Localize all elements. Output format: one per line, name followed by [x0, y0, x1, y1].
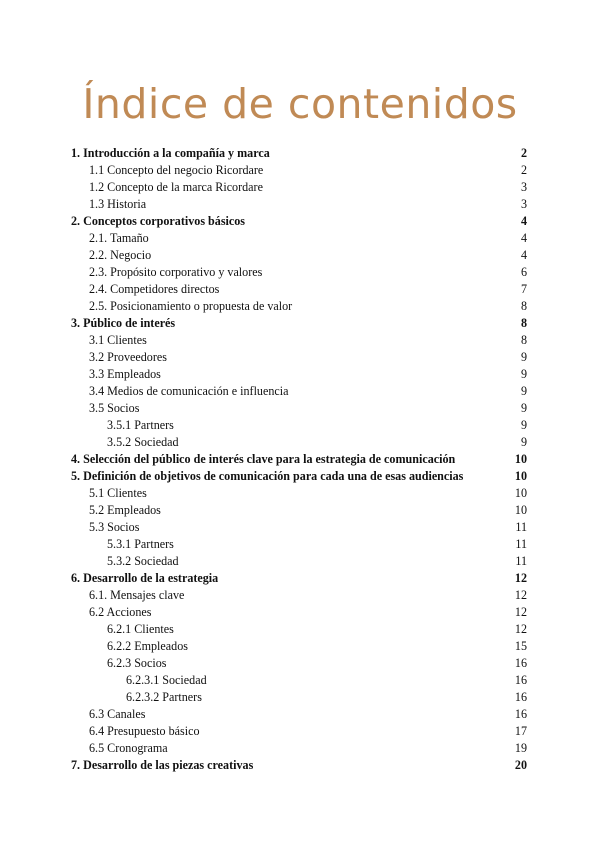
toc-entry-page-number: 16: [514, 656, 527, 670]
page-title: Índice de contenidos: [82, 80, 518, 128]
toc-entry-page-number: 11: [515, 537, 527, 551]
toc-entry-page-number: 20: [514, 758, 527, 772]
toc-entry-page-number: 9: [520, 435, 527, 449]
toc-entry-page-number: 4: [520, 231, 527, 245]
toc-entry-label: 3. Público de interés: [71, 316, 176, 330]
toc-entry[interactable]: [71, 162, 527, 179]
toc-entry-label: 6.2.3.2 Partners: [126, 690, 202, 704]
toc-entry[interactable]: [71, 519, 527, 536]
toc-entry-page-number: 4: [520, 248, 527, 262]
toc-entry-label: 6.4 Presupuesto básico: [89, 724, 200, 738]
toc-entry[interactable]: [71, 740, 527, 757]
toc-entry[interactable]: [71, 553, 527, 570]
toc-entry[interactable]: [71, 570, 527, 587]
toc-entry-label: 5. Definición de objetivos de comunicación para cada una de esas audiencias: [71, 469, 464, 483]
toc-entry-label: 3.3 Empleados: [89, 367, 161, 381]
toc-entry-page-number: 4: [520, 214, 527, 228]
toc-entry-label: 5.2 Empleados: [89, 503, 161, 517]
toc-entry-page-number: 16: [514, 673, 527, 687]
toc-entry[interactable]: [71, 723, 527, 740]
toc-entry-label: 1.1 Concepto del negocio Ricordare: [89, 163, 264, 177]
toc-entry-page-number: 8: [520, 299, 527, 313]
toc-entry[interactable]: [71, 485, 527, 502]
toc-entry-label: 2.1. Tamaño: [89, 231, 149, 245]
toc-entry-label: 2.5. Posicionamiento o propuesta de valor: [89, 299, 293, 313]
toc-entry[interactable]: [71, 247, 527, 264]
toc-entry[interactable]: [71, 672, 527, 689]
toc-entry-label: 6.2 Acciones: [89, 605, 152, 619]
toc-entry-label: 6.1. Mensajes clave: [89, 588, 185, 602]
toc-entry[interactable]: [71, 383, 527, 400]
toc-entry[interactable]: [71, 349, 527, 366]
toc-entry-page-number: 3: [520, 180, 527, 194]
toc-entry[interactable]: [71, 230, 527, 247]
toc-entry-label: 3.5 Socios: [89, 401, 140, 415]
toc-entry[interactable]: [71, 332, 527, 349]
toc-entry[interactable]: [71, 621, 527, 638]
toc-entry-label: 2. Conceptos corporativos básicos: [71, 214, 246, 228]
toc-entry[interactable]: [71, 757, 527, 774]
toc-entry-page-number: 8: [520, 316, 527, 330]
toc-entry-label: 6.5 Cronograma: [89, 741, 168, 755]
toc-entry-page-number: 6: [520, 265, 527, 279]
toc-entry[interactable]: [71, 451, 527, 468]
toc-entry[interactable]: [71, 468, 527, 485]
toc-entry-page-number: 9: [520, 350, 527, 364]
toc-entry-page-number: 10: [514, 503, 527, 517]
toc-entry-page-number: 17: [514, 724, 527, 738]
toc-entry-label: 4. Selección del público de interés clave para la estrategia de comunicación: [71, 452, 456, 466]
toc-entry-label: 5.3.1 Partners: [107, 537, 174, 551]
toc-entry-label: 1. Introducción a la compañía y marca: [71, 146, 270, 160]
toc-entry[interactable]: [71, 536, 527, 553]
toc-entry-page-number: 16: [514, 707, 527, 721]
toc-entry[interactable]: [71, 689, 527, 706]
toc-entry[interactable]: [71, 400, 527, 417]
toc-entry-label: 1.3 Historia: [89, 197, 147, 211]
toc-entry-page-number: 19: [514, 741, 527, 755]
toc-entry-page-number: 2: [520, 146, 527, 160]
toc-entry-page-number: 15: [514, 639, 527, 653]
toc-entry[interactable]: [71, 417, 527, 434]
table-of-contents: [71, 145, 527, 774]
toc-entry-label: 7. Desarrollo de las piezas creativas: [71, 758, 254, 772]
toc-entry-page-number: 9: [520, 418, 527, 432]
toc-entry-page-number: 3: [520, 197, 527, 211]
toc-entry-label: 2.2. Negocio: [89, 248, 152, 262]
toc-entry[interactable]: [71, 638, 527, 655]
toc-entry-label: 3.2 Proveedores: [89, 350, 167, 364]
toc-entry-page-number: 11: [515, 554, 527, 568]
toc-entry-label: 2.3. Propósito corporativo y valores: [89, 265, 263, 279]
toc-entry-page-number: 10: [514, 452, 527, 466]
toc-entry-label: 3.4 Medios de comunicación e influencia: [89, 384, 289, 398]
toc-entry-label: 2.4. Competidores directos: [89, 282, 220, 296]
toc-entry-label: 3.1 Clientes: [89, 333, 147, 347]
toc-entry[interactable]: [71, 213, 527, 230]
toc-entry-page-number: 7: [520, 282, 527, 296]
toc-entry-page-number: 10: [514, 486, 527, 500]
toc-entry-label: 5.1 Clientes: [89, 486, 147, 500]
toc-entry-page-number: 16: [514, 690, 527, 704]
toc-entry[interactable]: [71, 502, 527, 519]
toc-entry-page-number: 11: [515, 520, 527, 534]
toc-entry-page-number: 12: [514, 571, 527, 585]
toc-entry-label: 5.3.2 Sociedad: [107, 554, 179, 568]
toc-entry[interactable]: [71, 281, 527, 298]
toc-entry[interactable]: [71, 604, 527, 621]
toc-entry-label: 5.3 Socios: [89, 520, 140, 534]
toc-entry[interactable]: [71, 706, 527, 723]
toc-entry-label: 3.5.2 Sociedad: [107, 435, 179, 449]
toc-entry[interactable]: [71, 587, 527, 604]
toc-entry[interactable]: [71, 196, 527, 213]
toc-entry-page-number: 12: [514, 622, 527, 636]
toc-entry[interactable]: [71, 315, 527, 332]
toc-entry-label: 6. Desarrollo de la estrategia: [71, 571, 219, 585]
toc-entry[interactable]: [71, 145, 527, 162]
toc-entry-label: 1.2 Concepto de la marca Ricordare: [89, 180, 263, 194]
toc-entry-page-number: 9: [520, 367, 527, 381]
toc-entry-page-number: 2: [520, 163, 527, 177]
toc-entry[interactable]: [71, 655, 527, 672]
toc-entry[interactable]: [71, 264, 527, 281]
toc-entry[interactable]: [71, 298, 527, 315]
toc-entry[interactable]: [71, 434, 527, 451]
toc-entry-label: 3.5.1 Partners: [107, 418, 174, 432]
toc-entry-page-number: 10: [514, 469, 527, 483]
toc-entry-page-number: 12: [514, 588, 527, 602]
toc-entry-label: 6.2.2 Empleados: [107, 639, 188, 653]
toc-entry[interactable]: [71, 179, 527, 196]
toc-entry-page-number: 9: [520, 401, 527, 415]
toc-entry-label: 6.3 Canales: [89, 707, 146, 721]
toc-entry-label: 6.2.3 Socios: [107, 656, 167, 670]
toc-entry-label: 6.2.3.1 Sociedad: [126, 673, 207, 687]
toc-entry[interactable]: [71, 366, 527, 383]
toc-entry-label: 6.2.1 Clientes: [107, 622, 174, 636]
toc-entry-page-number: 12: [514, 605, 527, 619]
toc-entry-page-number: 8: [520, 333, 527, 347]
toc-entry-page-number: 9: [520, 384, 527, 398]
